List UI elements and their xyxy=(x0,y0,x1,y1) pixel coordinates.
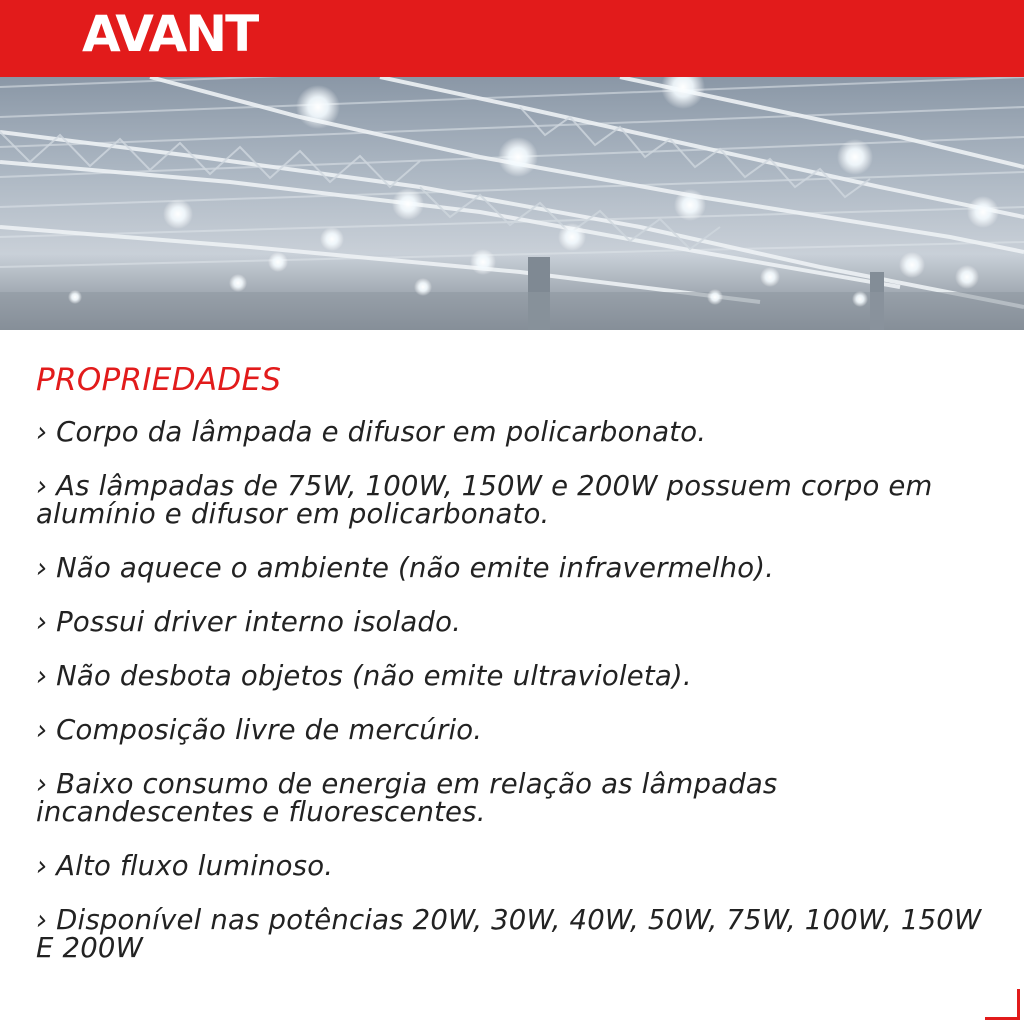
hero-image xyxy=(0,77,1024,330)
brand-logo: AVANT xyxy=(82,5,258,63)
property-item: › Possui driver interno isolado. xyxy=(36,606,462,638)
property-item: › Alto fluxo luminoso. xyxy=(36,850,334,882)
property-item: › Disponível nas potências 20W, 30W, 40W, 50W, 75W, 100W, 150W E 200W xyxy=(36,904,982,964)
property-item: › Não desbota objetos (não emite ultravioleta). xyxy=(36,660,692,692)
properties-section xyxy=(36,360,996,988)
corner-accent xyxy=(985,989,1020,1020)
properties-heading: PROPRIEDADES xyxy=(36,362,282,398)
property-item: › Baixo consumo de energia em relação as lâmpadas incandescentes e fluorescentes. xyxy=(36,768,778,828)
property-item: › Corpo da lâmpada e difusor em policarbonato. xyxy=(36,416,707,448)
property-item: › Não aquece o ambiente (não emite infravermelho). xyxy=(36,552,775,584)
warehouse-ceiling-illustration xyxy=(0,77,1024,330)
property-item: › As lâmpadas de 75W, 100W, 150W e 200W possuem corpo em alumínio e difusor em policarbonato. xyxy=(36,470,933,530)
property-item: › Composição livre de mercúrio. xyxy=(36,714,483,746)
header-bar xyxy=(0,0,1024,77)
